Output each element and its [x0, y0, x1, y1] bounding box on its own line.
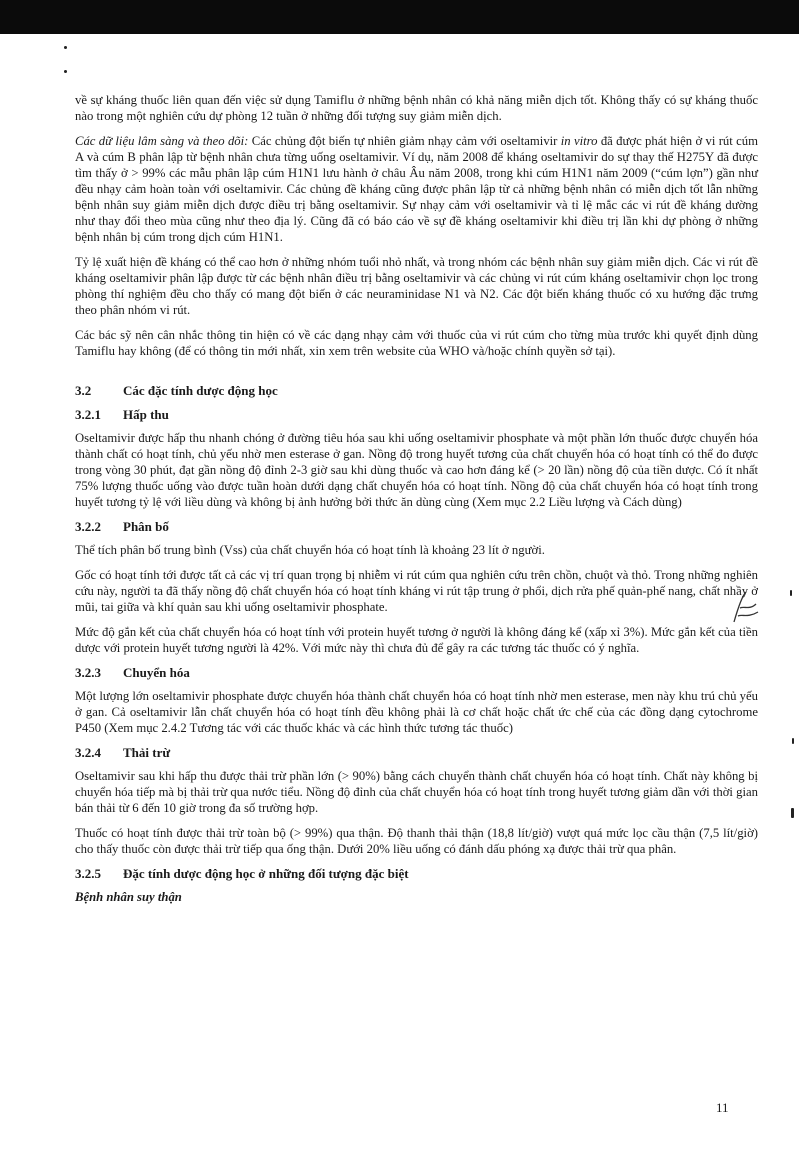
- elimination-paragraph-1: Oseltamivir sau khi hấp thu được thải trừ phần lớn (> 90%) bằng cách chuyển thành chất chuyển hóa có hoạt tính. Chất này không bị chuyển hóa tiếp mà bị thải trừ qua nước tiểu. Nồng độ đỉnh của chất chuyển hóa có hoạt tính trong huyết tương giảm dần với thời gian bán thải từ 6 đến 10 giờ trong đa số trường hợp.: [75, 769, 758, 815]
- scan-edge-mark: [791, 808, 794, 818]
- handwritten-signature-mark: [728, 588, 762, 628]
- clinical-text-1: Các chủng đột biến tự nhiên giảm nhạy cảm với oseltamivir: [248, 134, 561, 148]
- section-heading-3-2-1: 3.2.1 Hấp thu: [75, 407, 169, 422]
- scan-top-bar: [0, 0, 799, 34]
- absorption-paragraph: Oseltamivir được hấp thu nhanh chóng ở đường tiêu hóa sau khi uống oseltamivir phosphate và một phần lớn thuốc được chuyển hóa thành chất có hoạt tính, chủ yếu nhờ men esterase ở gan. Nồng độ trong huyết tương của chất chuyển hóa có hoạt tính có thể đo được trong vòng 30 phút, đạt gần nồng độ đỉnh 2-3 giờ sau khi dùng thuốc và cao hơn đáng kể (> 20 lần) nồng độ của tiền dược. Có ít nhất 75% lượng thuốc uống vào được tuần hoàn dưới dạng chất chuyển hóa có hoạt tính. Nồng độ của chất chuyển hóa có hoạt tính trong huyết tương tỷ lệ với liều dùng và không bị ảnh hưởng bởi thức ăn dùng cùng (Xem mục 2.2 Liều lượng và Cách dùng): [75, 431, 758, 509]
- scan-speck: [64, 46, 67, 49]
- clinical-lead: Các dữ liệu lâm sàng và theo dõi:: [75, 134, 249, 148]
- section-heading-3-2-2: 3.2.2 Phân bố: [75, 519, 169, 534]
- distribution-paragraph-3: Mức độ gắn kết của chất chuyển hóa có hoạt tính với protein huyết tương ở người là không đáng kể (xấp xỉ 3%). Mức gắn kết của tiền dược với protein huyết tương người là 42%. Với mức này thì chưa đủ để gây ra các tương tác thuốc có ý nghĩa.: [75, 625, 758, 655]
- clinical-italic: in vitro: [560, 134, 598, 148]
- resistance-paragraph: Tỷ lệ xuất hiện đề kháng có thể cao hơn ở những nhóm tuổi nhỏ nhất, và trong nhóm các bệnh nhân suy giảm miễn dịch. Các vi rút đề kháng oseltamivir phân lập được từ các bệnh nhân điều trị bằng oseltamivir và các chủng vi rút cúm kháng oseltamivir chọn lọc trong phòng thí nghiệm đều cho thấy có mang đột biến ở các neuraminidase N1 và N2. Các đột biến kháng thuốc có xu hướng đặc trưng theo phân nhóm vi rút.: [75, 255, 758, 317]
- scan-speck: [64, 70, 67, 73]
- metabolism-paragraph: Một lượng lớn oseltamivir phosphate được chuyển hóa thành chất chuyển hóa có hoạt tính nhờ men esterase, men này khu trú chủ yếu ở gan. Cả oseltamivir lẫn chất chuyển hóa có hoạt tính đều không phải là cơ chất hoặc chất ức chế của các đồng dạng cytochrome P450 (Xem mục 2.4.2 Tương tác với các thuốc khác và các hình thức tương tác thuốc): [75, 689, 758, 735]
- section-heading-3-2-5: 3.2.5 Đặc tính dược động học ở những đối tượng đặc biệt: [75, 866, 409, 881]
- clinical-text-2: đã được phát hiện ở vi rút cúm A và cúm B phân lập từ bệnh nhân chưa từng uống oseltamivir. Ví dụ, năm 2008 để kháng oseltamivir do sự thay thế H275Y đã được tìm thấy ở > 99% các mẫu phân lập cúm H1N1 lưu hành ở châu Âu năm 2008, trong khi cúm H1N1 năm 2009 (“cúm lợn”) gần như đều nhạy cảm hoàn toàn với oseltamivir. Các chủng đề kháng cũng được phân lập từ cả những bệnh nhân có miễn dịch tốt lẫn những bệnh nhân suy giảm miễn dịch được điều trị bằng oseltamivir. Sự nhạy cảm với oseltamivir và tỉ lệ mắc các vi rút đề kháng dường như thay đổi theo mùa cũng như theo địa lý. Cũng đã có báo cáo về sự đề kháng oseltamivir khi điều trị lần khi dự phòng ở những bệnh nhân bị cúm trong dịch cúm H1N1.: [75, 134, 758, 244]
- intro-paragraph: về sự kháng thuốc liên quan đến việc sử dụng Tamiflu ở những bệnh nhân có khả năng miễn dịch tốt. Không thấy có sự kháng thuốc nào trong một nghiên cứu dự phòng 12 tuần ở những đối tượng suy giảm miễn dịch.: [75, 93, 758, 123]
- advice-paragraph: Các bác sỹ nên cân nhắc thông tin hiện có về các dạng nhạy cảm với thuốc của vi rút cúm cho từng mùa trước khi quyết định dùng Tamiflu hay không (để có thông tin mới nhất, xin xem trên website của WHO và/hoặc chính quyền sở tại).: [75, 328, 758, 358]
- elimination-paragraph-2: Thuốc có hoạt tính được thải trừ toàn bộ (> 99%) qua thận. Độ thanh thải thận (18,8 lít/giờ) vượt quá mức lọc cầu thận (7,5 lít/giờ) cho thấy thuốc còn được thải trừ tiếp qua ống thận. Dưới 20% liều uống có đánh dấu phóng xạ được thải trừ qua phân.: [75, 826, 758, 856]
- distribution-paragraph-2: Gốc có hoạt tính tới được tất cả các vị trí quan trọng bị nhiễm vi rút cúm qua nghiên cứu trên chồn, chuột và thỏ. Trong những nghiên cứu này, người ta đã thấy nồng độ chất chuyển hóa có hoạt tính kháng vi rút tập trung ở phổi, dịch rửa phế quản-phế nang, chất nhầy ở mũi, tai giữa và khí quản sau khi uống oseltamivir phosphate.: [75, 568, 758, 614]
- section-heading-3-2-3: 3.2.3 Chuyển hóa: [75, 665, 190, 680]
- distribution-paragraph-1: Thể tích phân bố trung bình (Vss) của chất chuyển hóa có hoạt tính là khoảng 23 lít ở người.: [75, 543, 545, 557]
- document-page: [75, 92, 758, 905]
- section-heading-3-2-4: 3.2.4 Thải trừ: [75, 745, 171, 760]
- scan-edge-mark: [790, 590, 792, 596]
- renal-impairment-subheading: Bệnh nhân suy thận: [75, 890, 182, 904]
- section-heading-3-2: 3.2 Các đặc tính dược động học: [75, 383, 278, 398]
- clinical-paragraph: [75, 133, 758, 245]
- page-number: 11: [716, 1100, 729, 1115]
- scan-edge-mark: [792, 738, 794, 744]
